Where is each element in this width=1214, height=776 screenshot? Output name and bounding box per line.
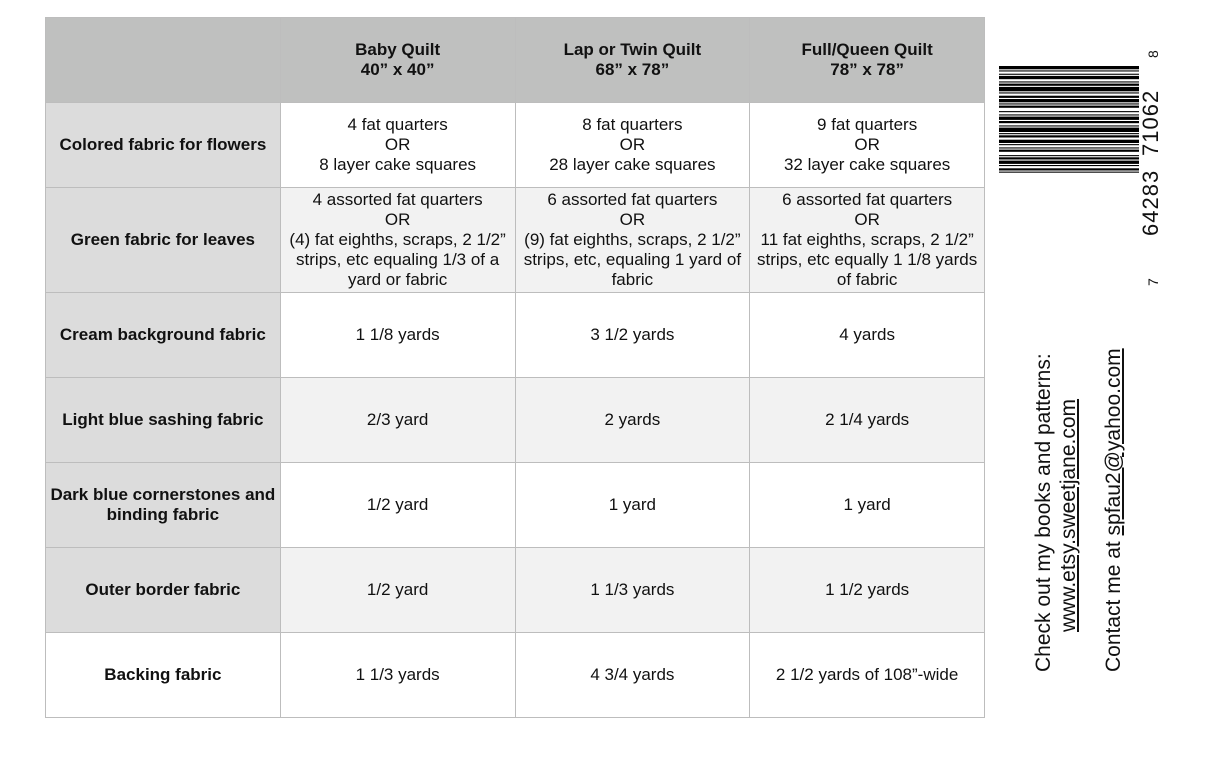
barcode-bar bbox=[999, 87, 1139, 91]
col-header-lap-twin bbox=[515, 18, 750, 103]
table-row bbox=[46, 633, 985, 718]
col-size: 40” x 40” bbox=[360, 60, 435, 79]
barcode-bar bbox=[999, 144, 1139, 145]
cell-line: 1 yard bbox=[843, 495, 891, 514]
barcode bbox=[995, 38, 1165, 288]
barcode-bar bbox=[999, 165, 1139, 166]
barcode-bar bbox=[999, 117, 1139, 120]
barcode-bar bbox=[999, 168, 1139, 170]
cell-line: OR bbox=[619, 135, 646, 154]
barcode-digits-left: 64283 bbox=[1138, 169, 1163, 236]
col-name: Full/Queen Quilt bbox=[801, 40, 933, 59]
table-cell bbox=[280, 463, 515, 548]
col-header-full-queen bbox=[750, 18, 985, 103]
table-cell bbox=[750, 548, 985, 633]
barcode-bar bbox=[999, 150, 1139, 152]
cell-line: 2 1/2 yards of 108”-wide bbox=[775, 665, 959, 684]
barcode-bar bbox=[999, 96, 1139, 98]
barcode-bar bbox=[999, 76, 1139, 79]
table-cell bbox=[280, 103, 515, 188]
row-label: Dark blue cornerstones and binding fabric bbox=[46, 463, 281, 548]
cell-line: OR bbox=[384, 210, 411, 229]
barcode-bar bbox=[999, 135, 1139, 137]
row-label: Colored fabric for flowers bbox=[46, 103, 281, 188]
contact-prefix: Contact me at bbox=[1102, 535, 1125, 672]
barcode-bar bbox=[999, 111, 1139, 112]
barcode-bar bbox=[999, 125, 1139, 126]
books-line: Check out my books and patterns: bbox=[1032, 353, 1055, 672]
fabric-requirements-table bbox=[45, 17, 985, 718]
cell-line: 2 1/4 yards bbox=[825, 410, 910, 429]
cell-line: 8 fat quarters bbox=[582, 115, 683, 134]
barcode-bar bbox=[999, 84, 1139, 86]
header-row bbox=[46, 18, 985, 103]
cell-line: 4 yards bbox=[839, 325, 895, 344]
barcode-bar bbox=[999, 99, 1139, 102]
table-cell bbox=[750, 463, 985, 548]
table-cell bbox=[515, 293, 750, 378]
barcode-bar bbox=[999, 66, 1139, 69]
cell-line: 9 fat quarters bbox=[817, 115, 918, 134]
table-cell bbox=[515, 548, 750, 633]
cell-line: (4) fat eighths, scraps, 2 1/2” strips, etc equaling 1/3 of a yard or fabric bbox=[289, 230, 506, 289]
barcode-bar bbox=[999, 155, 1139, 156]
table-cell bbox=[515, 378, 750, 463]
table-cell bbox=[515, 463, 750, 548]
table-cell bbox=[750, 188, 985, 293]
cell-line: 2 yards bbox=[604, 410, 661, 429]
table-cell bbox=[750, 633, 985, 718]
barcode-bar bbox=[999, 81, 1139, 82]
cell-line: (9) fat eighths, scraps, 2 1/2” strips, etc, equaling 1 yard of fabric bbox=[523, 230, 742, 289]
table-cell bbox=[280, 293, 515, 378]
cell-line: 1 1/3 yards bbox=[355, 665, 440, 684]
table-cell bbox=[750, 378, 985, 463]
table-row bbox=[46, 103, 985, 188]
col-name: Lap or Twin Quilt bbox=[563, 40, 702, 59]
barcode-bar bbox=[999, 103, 1139, 104]
table-cell bbox=[280, 633, 515, 718]
row-label: Backing fabric bbox=[46, 633, 281, 718]
table-row bbox=[46, 378, 985, 463]
table-cell bbox=[280, 378, 515, 463]
cell-line: OR bbox=[384, 135, 411, 154]
row-label: Outer border fabric bbox=[46, 548, 281, 633]
cell-line: 32 layer cake squares bbox=[783, 155, 951, 174]
cell-line: 8 layer cake squares bbox=[319, 155, 477, 174]
email-link[interactable]: spfau2@yahoo.com bbox=[1102, 348, 1125, 536]
cell-line: 11 fat eighths, scraps, 2 1/2” strips, etc equally 1 1/8 yards of fabric bbox=[757, 230, 978, 289]
cell-line: 1/2 yard bbox=[366, 580, 429, 599]
row-label: Light blue sashing fabric bbox=[46, 378, 281, 463]
cell-line: 3 1/2 yards bbox=[590, 325, 675, 344]
table-row bbox=[46, 293, 985, 378]
barcode-bar bbox=[999, 157, 1139, 159]
corner-cell bbox=[46, 18, 281, 103]
table-cell bbox=[515, 103, 750, 188]
barcode-digits-right: 71062 bbox=[1138, 89, 1163, 156]
cell-line: 6 assorted fat quarters bbox=[782, 190, 953, 209]
cell-line: 4 fat quarters bbox=[347, 115, 448, 134]
cell-line: OR bbox=[854, 210, 880, 229]
cell-line: 4 assorted fat quarters bbox=[312, 190, 483, 209]
row-label: Green fabric for leaves bbox=[46, 188, 281, 293]
barcode-bar bbox=[999, 147, 1139, 148]
cell-line: 4 3/4 yards bbox=[590, 665, 675, 684]
cell-line: OR bbox=[619, 210, 646, 229]
table-row bbox=[46, 548, 985, 633]
table-cell bbox=[515, 633, 750, 718]
barcode-bar bbox=[999, 133, 1139, 134]
barcode-bar bbox=[999, 140, 1139, 143]
table-cell bbox=[280, 188, 515, 293]
barcode-trailing-digit: 8 bbox=[1145, 50, 1161, 58]
col-size: 68” x 78” bbox=[595, 60, 670, 79]
table-row bbox=[46, 188, 985, 293]
col-size: 78” x 78” bbox=[830, 60, 904, 79]
barcode-bar bbox=[999, 114, 1139, 115]
cell-line: 1 1/8 yards bbox=[355, 325, 440, 344]
cell-line: 1 1/3 yards bbox=[590, 580, 675, 599]
barcode-bar bbox=[999, 70, 1139, 71]
barcode-bar bbox=[999, 128, 1139, 132]
table-cell bbox=[750, 293, 985, 378]
barcode-bars bbox=[995, 38, 1145, 238]
table-cell bbox=[280, 548, 515, 633]
barcode-bar bbox=[999, 106, 1139, 108]
etsy-link[interactable]: www.etsy.sweetjane.com bbox=[1057, 398, 1080, 632]
row-label: Cream background fabric bbox=[46, 293, 281, 378]
cell-line: 28 layer cake squares bbox=[549, 155, 716, 174]
barcode-bar bbox=[999, 161, 1139, 164]
col-name: Baby Quilt bbox=[355, 40, 441, 59]
cell-line: 6 assorted fat quarters bbox=[547, 190, 718, 209]
table-cell bbox=[750, 103, 985, 188]
cell-line: 1/2 yard bbox=[366, 495, 429, 514]
barcode-bar bbox=[999, 92, 1139, 93]
barcode-bar bbox=[999, 121, 1139, 123]
contact-line bbox=[1102, 348, 1126, 672]
col-header-baby bbox=[280, 18, 515, 103]
table-row bbox=[46, 463, 985, 548]
cell-line: 1 yard bbox=[608, 495, 656, 514]
cell-line: 2/3 yard bbox=[366, 410, 429, 429]
barcode-bar bbox=[999, 74, 1139, 75]
cell-line: 1 1/2 yards bbox=[825, 580, 910, 599]
cell-line: OR bbox=[854, 135, 880, 154]
barcode-bar bbox=[999, 172, 1139, 173]
barcode-leading-digit: 7 bbox=[1145, 278, 1161, 286]
table-cell bbox=[515, 188, 750, 293]
